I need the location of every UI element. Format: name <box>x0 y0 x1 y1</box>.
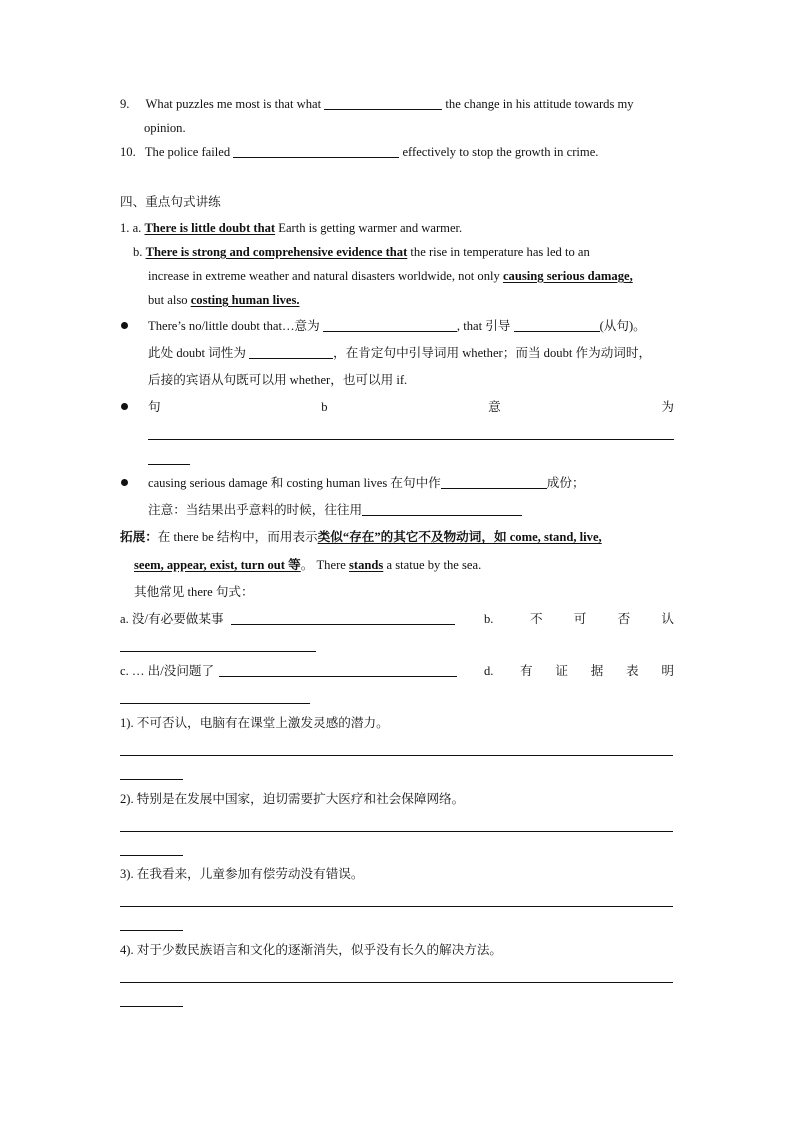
translation-3: 3). 在我看来，儿童参加有偿劳动没有错误。 <box>120 867 364 881</box>
other-b-word: 不 <box>530 612 543 626</box>
other-d-word: 表 <box>626 664 639 678</box>
expand-line-2-bold: seem, appear, exist, turn out 等 <box>134 558 301 572</box>
bullet-1-text-c: (从句)。 <box>599 319 646 333</box>
example-a <box>120 220 462 236</box>
other-d-spread <box>520 663 674 679</box>
translation-2: 2). 特别是在发展中国家，迫切需要扩大医疗和社会保障网络。 <box>120 792 465 806</box>
expand-text-a: 在 there be 结构中，而用表示 <box>157 530 318 544</box>
bullet-1-line-2-a: 此处 doubt 词性为 <box>148 346 246 360</box>
item-9-number: 9. <box>120 97 130 111</box>
bullet-2-word: b <box>321 400 328 414</box>
expand-line-1 <box>120 529 602 545</box>
other-c-text: c. … 出/没问题了 <box>120 664 215 678</box>
other-b-word: 否 <box>617 612 631 626</box>
bullet-2-word: 为 <box>661 400 674 414</box>
example-a-prefix: 1. a. <box>120 221 142 235</box>
translation-1-answer-line-end[interactable] <box>120 779 183 780</box>
bullet-2-spread-text <box>148 399 674 415</box>
bullet-1-text-a: There’s no/little doubt that…意为 <box>148 319 320 333</box>
example-b-line-3-text: but also <box>148 293 191 307</box>
other-b-label: b. <box>484 612 494 626</box>
translation-1: 1). 不可否认，电脑有在课堂上激发灵感的潜力。 <box>120 716 389 730</box>
example-b-rest: the rise in temperature has led to an <box>407 245 590 259</box>
example-b-line-2-bold: causing serious damage, <box>502 269 633 283</box>
bullet-1-line-3: 后接的宾语从句既可以用 whether，也可以用 if. <box>148 373 408 387</box>
translation-1-answer-line[interactable] <box>120 755 673 756</box>
translation-4: 4). 对于少数民族语言和文化的逐渐消失，似乎没有长久的解决方法。 <box>120 943 503 957</box>
item-10-blank[interactable] <box>233 145 399 158</box>
other-d-word: 证 <box>555 664 568 678</box>
other-b-word: 认 <box>661 612 674 626</box>
bullet-1-blank-meaning[interactable] <box>323 319 457 332</box>
translation-2-answer-line-end[interactable] <box>120 855 183 856</box>
other-d-label: d. <box>484 664 494 678</box>
example-a-rest: Earth is getting warmer and warmer. <box>275 221 463 235</box>
item-9-blank[interactable] <box>324 97 442 110</box>
bullet-3-note <box>148 502 522 518</box>
other-c-blank[interactable] <box>219 664 457 677</box>
bullet-1-text-b: , that 引导 <box>456 319 511 333</box>
bullet-2-word: 句 <box>148 400 161 414</box>
example-b-line-1 <box>133 244 590 260</box>
item-9-line-1 <box>120 96 634 112</box>
item-10-line <box>120 144 598 160</box>
bullet-3-text-a: causing serious damage 和 costing human lives 在句中作 <box>148 476 441 490</box>
other-a-blank[interactable] <box>231 612 455 625</box>
other-b-word: 可 <box>573 612 587 626</box>
item-10-text-b: effectively to stop the growth in crime. <box>402 145 599 159</box>
expand-text-bold: 类似“存在”的其它不及物动词，如 come, stand, live, <box>317 530 602 544</box>
other-d-word: 有 <box>520 664 533 678</box>
bullet-3-line-1 <box>148 475 585 491</box>
expand-line-2-a: 。 There <box>300 558 350 572</box>
example-b-line-3-bold: costing human lives. <box>190 293 300 307</box>
example-b-bold: There is strong and comprehensive evidence that <box>145 245 408 259</box>
other-a <box>120 611 455 627</box>
bullet-3-note-blank[interactable] <box>362 503 522 516</box>
other-title: 其他常见 there 句式： <box>134 585 254 599</box>
translation-2-answer-line[interactable] <box>120 831 673 832</box>
bullet-2-word: 意 <box>488 400 501 414</box>
item-9-text-a: What puzzles me most is that what <box>145 97 322 111</box>
translation-4-answer-line-end[interactable] <box>120 1006 183 1007</box>
example-a-bold: There is little doubt that <box>144 221 276 235</box>
bullet-2-icon <box>121 403 128 410</box>
other-b-answer-line[interactable] <box>120 651 316 652</box>
item-10-text-a: The police failed <box>144 145 231 159</box>
other-d-answer-line[interactable] <box>120 703 310 704</box>
example-b-line-3 <box>148 292 300 308</box>
expand-line-2 <box>134 557 481 573</box>
bullet-3-icon <box>121 479 128 486</box>
other-d-word: 明 <box>661 664 674 678</box>
bullet-1-blank-clause[interactable] <box>514 319 600 332</box>
bullet-2-answer-line-end[interactable] <box>148 464 190 465</box>
other-c <box>120 663 457 679</box>
other-d-word: 据 <box>590 664 604 678</box>
other-b-spread <box>530 611 674 627</box>
expand-label: 拓展： <box>120 530 158 544</box>
example-b-line-2 <box>148 268 633 284</box>
bullet-1-line-2 <box>148 345 651 361</box>
bullet-1-line-2-b: ，在肯定句中引导词用 whether；而当 doubt 作为动词时， <box>333 346 652 360</box>
section-title: 四、重点句式讲练 <box>120 195 221 209</box>
bullet-2-answer-line[interactable] <box>148 439 674 440</box>
translation-4-answer-line[interactable] <box>120 982 673 983</box>
item-9-text-b: the change in his attitude towards my <box>445 97 634 111</box>
expand-stands: stands <box>349 558 384 572</box>
other-a-text: a. 没/有必要做某事 <box>120 612 224 626</box>
expand-line-2-b: a statue by the sea. <box>383 558 482 572</box>
item-9-line-2: opinion. <box>144 121 186 135</box>
bullet-1-icon <box>121 322 128 329</box>
item-10-number: 10. <box>120 145 136 159</box>
translation-3-answer-line-end[interactable] <box>120 930 183 931</box>
example-b-prefix: b. <box>133 245 143 259</box>
example-b-line-2-text: increase in extreme weather and natural disasters worldwide, not only <box>148 269 503 283</box>
bullet-1-line-1 <box>148 318 646 334</box>
bullet-3-text-b: 成份； <box>546 476 585 490</box>
bullet-1-blank-pos[interactable] <box>249 346 333 359</box>
bullet-3-blank[interactable] <box>441 476 547 489</box>
translation-3-answer-line[interactable] <box>120 906 673 907</box>
bullet-3-note-text: 注意：当结果出乎意料的时候，往往用 <box>148 503 363 517</box>
